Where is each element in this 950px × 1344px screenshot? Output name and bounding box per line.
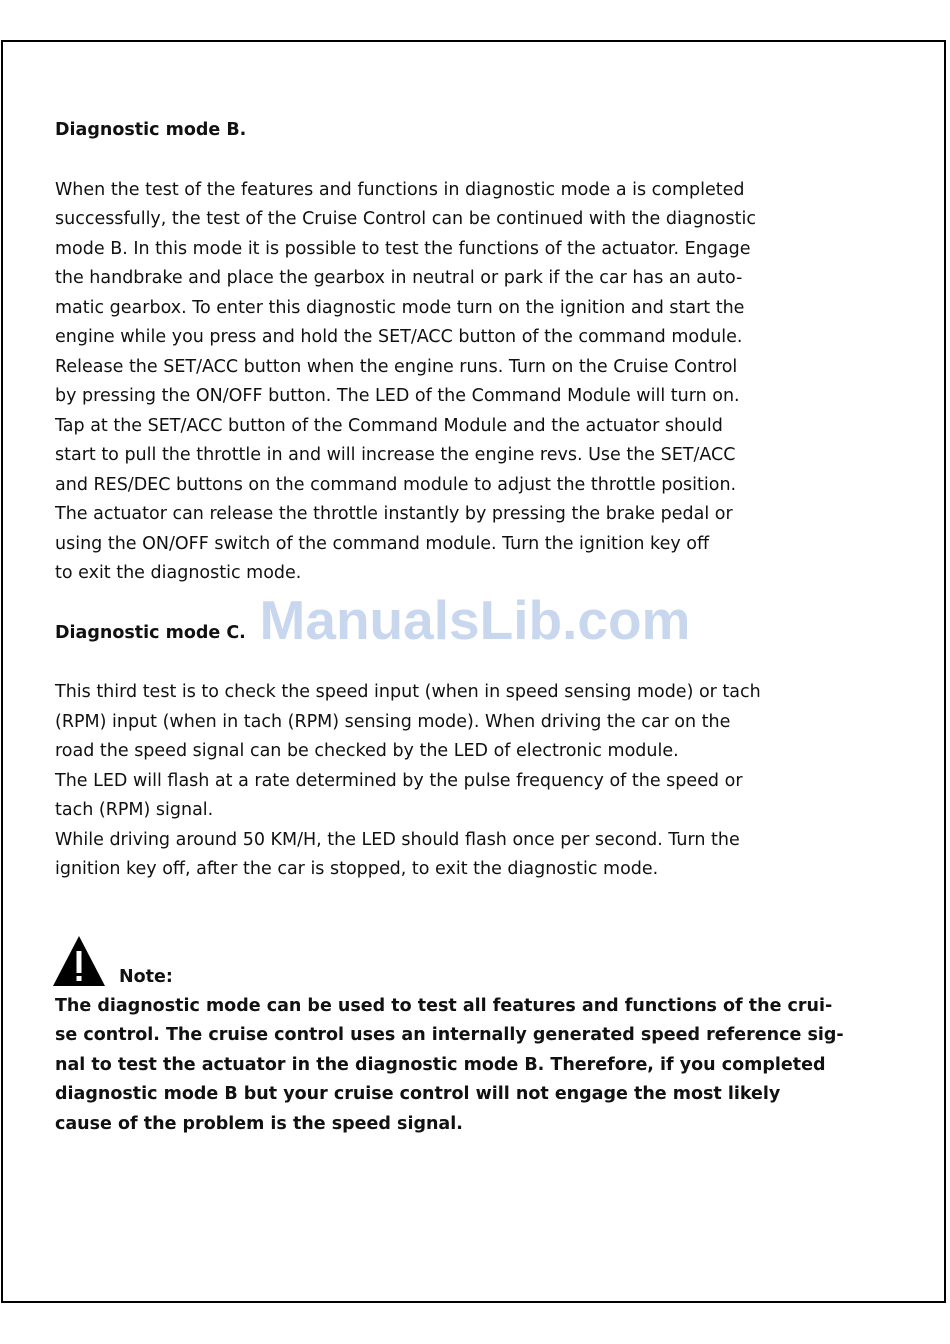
note-line: cause of the problem is the speed signal. xyxy=(55,1113,463,1134)
note-line: The diagnostic mode can be used to test all features and functions of the crui- xyxy=(55,995,833,1016)
paragraph-line: Tap at the SET/ACC button of the Command Module and the actuator should xyxy=(55,415,723,436)
paragraph-line: The actuator can release the throttle instantly by pressing the brake pedal or xyxy=(55,504,733,524)
note-line: diagnostic mode B but your cruise control will not engage the most likely xyxy=(55,1084,781,1104)
paragraph-line: Release the SET/ACC button when the engine runs. Turn on the Cruise Control xyxy=(55,356,738,377)
paragraph-line: This third test is to check the speed input (when in speed sensing mode) or tach xyxy=(55,682,761,702)
paragraph-line: (RPM) input (when in tach (RPM) sensing mode). When driving the car on the xyxy=(55,711,731,732)
paragraph-line: When the test of the features and functions in diagnostic mode a is completed xyxy=(55,179,745,200)
section-c-paragraph xyxy=(55,678,885,885)
note-line: se control. The cruise control uses an internally generated speed reference sig- xyxy=(55,1025,844,1045)
paragraph-line: using the ON/OFF switch of the command module. Turn the ignition key off xyxy=(55,533,710,554)
paragraph-line: and RES/DEC buttons on the command module to adjust the throttle position. xyxy=(55,474,737,495)
note-block xyxy=(55,933,885,1140)
note-line: nal to test the actuator in the diagnostic mode B. Therefore, if you completed xyxy=(55,1054,826,1075)
note-header xyxy=(55,933,885,988)
warning-triangle-icon xyxy=(51,934,107,988)
section-c-title: Diagnostic mode C. xyxy=(55,622,246,643)
paragraph-line: start to pull the throttle in and will increase the engine revs. Use the SET/ACC xyxy=(55,445,736,465)
paragraph-line: successfully, the test of the Cruise Control can be continued with the diagnostic xyxy=(55,209,756,229)
paragraph-line: to exit the diagnostic mode. xyxy=(55,563,302,583)
paragraph-line: engine while you press and hold the SET/ACC button of the command module. xyxy=(55,327,743,347)
paragraph-line: tach (RPM) signal. xyxy=(55,800,214,820)
paragraph-line: While driving around 50 KM/H, the LED should flash once per second. Turn the xyxy=(55,829,740,850)
paragraph-line: matic gearbox. To enter this diagnostic mode turn on the ignition and start the xyxy=(55,297,745,318)
paragraph-line: by pressing the ON/OFF button. The LED of the Command Module will turn on. xyxy=(55,386,740,406)
section-b-paragraph xyxy=(55,176,885,589)
paragraph-line: The LED will flash at a rate determined by the pulse frequency of the speed or xyxy=(55,770,743,791)
note-paragraph xyxy=(55,992,885,1140)
section-b-title: Diagnostic mode B. xyxy=(55,120,247,140)
note-label: Note: xyxy=(119,966,173,987)
watermark: ManualsLib.com xyxy=(259,589,691,651)
paragraph-line: mode B. In this mode it is possible to test the functions of the actuator. Engage xyxy=(55,238,751,259)
paragraph-line: the handbrake and place the gearbox in neutral or park if the car has an auto- xyxy=(55,268,743,288)
document-body xyxy=(55,116,885,1139)
paragraph-line: road the speed signal can be checked by the LED of electronic module. xyxy=(55,741,679,761)
paragraph-line: ignition key off, after the car is stopped, to exit the diagnostic mode. xyxy=(55,859,659,879)
